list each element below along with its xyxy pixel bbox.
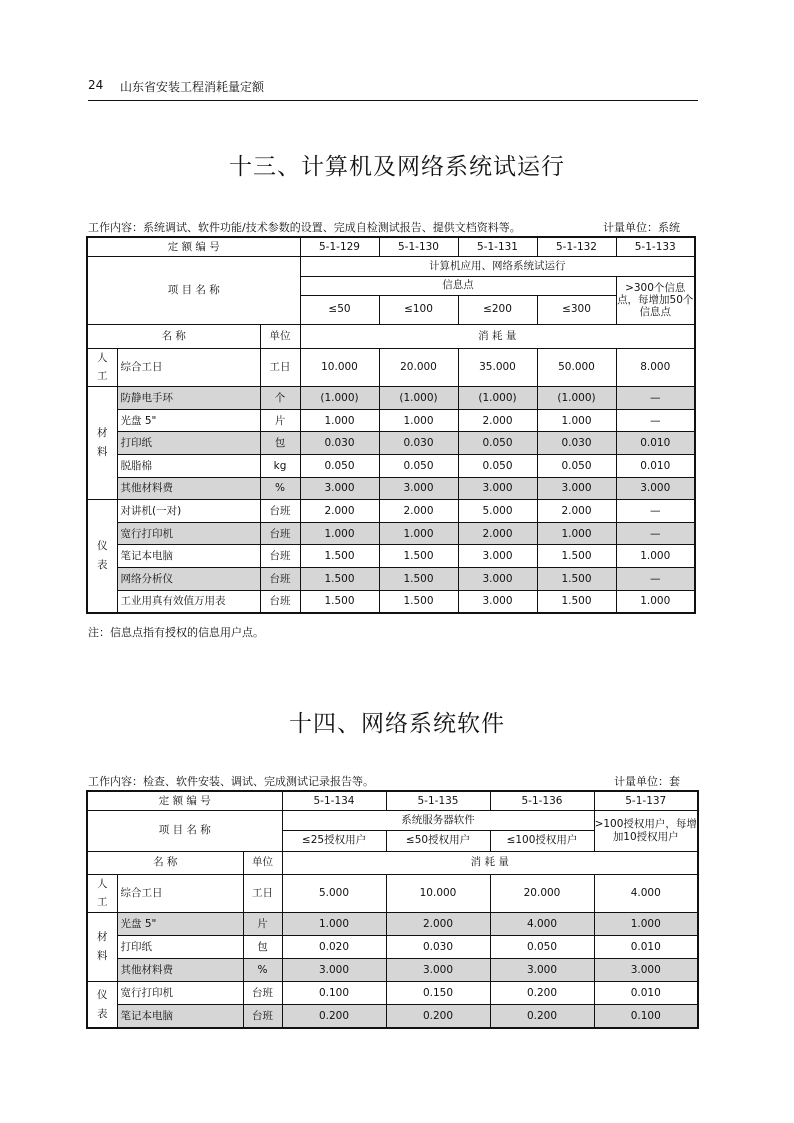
consumption-value: 3.000	[386, 959, 490, 982]
consumption-value: 3.000	[594, 959, 698, 982]
consumption-value: 20.000	[490, 874, 594, 913]
consumption-value: 0.050	[490, 936, 594, 959]
name-label: 名 称	[87, 851, 243, 874]
table-row	[87, 959, 698, 982]
consumption-value: 0.010	[616, 432, 695, 455]
resource-unit: 台班	[243, 1005, 282, 1028]
consumption-label: 消 耗 量	[300, 324, 695, 348]
category-char: 表	[97, 558, 108, 571]
resource-name: 对讲机(一对)	[117, 500, 260, 523]
consumption-value: 0.050	[379, 455, 458, 478]
last-item: >300个信息点，每增加50个信息点	[616, 276, 695, 324]
sub-item: ≤25授权用户	[282, 830, 386, 851]
table-row	[87, 913, 698, 936]
resource-name: 打印纸	[117, 432, 260, 455]
consumption-value: 1.000	[300, 522, 379, 545]
consumption-value: 1.000	[616, 545, 695, 568]
consumption-value: 0.050	[300, 455, 379, 478]
section-title: 十四、网络系统软件	[289, 711, 505, 737]
consumption-value: 2.000	[379, 500, 458, 523]
table-row	[87, 409, 695, 432]
sub-item: ≤300	[537, 295, 616, 324]
unit-label: 单位	[260, 324, 300, 348]
category-char: 人	[97, 877, 108, 890]
consumption-value: 0.030	[537, 432, 616, 455]
name-header-row	[87, 324, 695, 348]
consumption-value: 1.500	[300, 545, 379, 568]
resource-unit: kg	[260, 455, 300, 478]
work-content	[88, 773, 696, 789]
resource-unit: 片	[243, 913, 282, 936]
consumption-value: 2.000	[458, 522, 537, 545]
category-char: 工	[97, 896, 108, 909]
resource-unit: 台班	[260, 590, 300, 613]
category-label	[87, 500, 117, 613]
sub-item: ≤50授权用户	[386, 830, 490, 851]
consumption-value: 0.200	[490, 982, 594, 1005]
consumption-value: 1.000	[537, 409, 616, 432]
resource-name: 综合工日	[117, 348, 260, 387]
page-header	[88, 72, 698, 101]
consumption-value: 3.000	[537, 477, 616, 500]
consumption-value: 4.000	[490, 913, 594, 936]
page-number: 24	[88, 78, 104, 92]
consumption-value: 0.050	[458, 432, 537, 455]
table-row	[87, 348, 695, 387]
consumption-value: 1.500	[379, 590, 458, 613]
category-label	[87, 387, 117, 500]
resource-name: 网络分析仪	[117, 568, 260, 591]
measure-unit: 计量单位：套	[614, 775, 680, 788]
quota-code: 5-1-131	[458, 237, 537, 256]
consumption-value: 0.200	[490, 1005, 594, 1028]
consumption-value: 2.000	[386, 913, 490, 936]
consumption-value: 0.010	[594, 936, 698, 959]
resource-name: 防静电手环	[117, 387, 260, 410]
name-label: 名 称	[87, 324, 260, 348]
category-char: 表	[97, 1007, 108, 1020]
resource-unit: 片	[260, 409, 300, 432]
table-row	[87, 387, 695, 410]
table-row	[87, 545, 695, 568]
resource-name: 脱脂棉	[117, 455, 260, 478]
resource-unit: 工日	[243, 874, 282, 913]
work-content-text: 工作内容：检查、软件安装、调试、完成测试记录报告等。	[88, 775, 374, 788]
measure-unit: 计量单位：系统	[603, 221, 680, 234]
consumption-label: 消 耗 量	[282, 851, 698, 874]
consumption-value: 1.000	[616, 590, 695, 613]
consumption-value: 0.050	[537, 455, 616, 478]
consumption-value: 1.000	[594, 913, 698, 936]
table-row	[87, 874, 698, 913]
consumption-value: 8.000	[616, 348, 695, 387]
consumption-value: 0.030	[300, 432, 379, 455]
resource-name: 综合工日	[117, 874, 243, 913]
consumption-value: (1.000)	[458, 387, 537, 410]
last-item: >100授权用户，每增加10授权用户	[594, 810, 698, 851]
work-content-text: 工作内容：系统调试、软件功能/技术参数的设置、完成自检测试报告、提供文档资料等。	[88, 221, 521, 234]
resource-name: 其他材料费	[117, 959, 243, 982]
group-label: 系统服务器软件	[282, 810, 594, 830]
group-label: 计算机应用、网络系统试运行	[300, 256, 695, 276]
consumption-value: 3.000	[458, 545, 537, 568]
consumption-value: 0.030	[379, 432, 458, 455]
resource-unit: %	[243, 959, 282, 982]
quota-code: 5-1-130	[379, 237, 458, 256]
consumption-value: 3.000	[300, 477, 379, 500]
group-row	[87, 256, 695, 276]
consumption-value: 2.000	[537, 500, 616, 523]
category-char: 料	[97, 446, 108, 459]
consumption-value: 1.500	[537, 590, 616, 613]
table-row	[87, 1005, 698, 1028]
resource-unit: 台班	[243, 982, 282, 1005]
consumption-value: 3.000	[458, 590, 537, 613]
consumption-value: 0.200	[386, 1005, 490, 1028]
consumption-value: 1.500	[379, 545, 458, 568]
resource-name: 笔记本电脑	[117, 545, 260, 568]
consumption-value: —	[616, 387, 695, 410]
quota-table	[86, 236, 696, 614]
consumption-value: 1.500	[537, 545, 616, 568]
table-row	[87, 500, 695, 523]
group-row	[87, 810, 698, 830]
resource-name: 笔记本电脑	[117, 1005, 243, 1028]
resource-unit: 包	[260, 432, 300, 455]
table-row	[87, 590, 695, 613]
consumption-value: 3.000	[458, 568, 537, 591]
quota-code: 5-1-132	[537, 237, 616, 256]
category-char: 人	[97, 351, 108, 364]
quota-code: 5-1-134	[282, 791, 386, 810]
consumption-value: 3.000	[616, 477, 695, 500]
consumption-value: 10.000	[386, 874, 490, 913]
consumption-value: 5.000	[458, 500, 537, 523]
quota-code: 5-1-136	[490, 791, 594, 810]
category-char: 仪	[97, 540, 108, 553]
name-header-row	[87, 851, 698, 874]
category-label	[87, 913, 117, 982]
table-row	[87, 568, 695, 591]
resource-name: 打印纸	[117, 936, 243, 959]
consumption-value: 2.000	[458, 409, 537, 432]
code-row	[87, 791, 698, 810]
sub-item: ≤100	[379, 295, 458, 324]
item-label: 项 目 名 称	[87, 810, 282, 851]
quota-code: 5-1-137	[594, 791, 698, 810]
resource-name: 宽行打印机	[117, 982, 243, 1005]
consumption-value: 3.000	[490, 959, 594, 982]
table-row	[87, 455, 695, 478]
resource-unit: 台班	[260, 522, 300, 545]
table-row	[87, 936, 698, 959]
resource-name: 光盘 5"	[117, 913, 243, 936]
consumption-value: 0.050	[458, 455, 537, 478]
code-row	[87, 237, 695, 256]
consumption-value: (1.000)	[300, 387, 379, 410]
consumption-value: 1.000	[379, 409, 458, 432]
consumption-value: 1.000	[300, 409, 379, 432]
resource-unit: %	[260, 477, 300, 500]
quota-code: 5-1-135	[386, 791, 490, 810]
consumption-value: 0.150	[386, 982, 490, 1005]
quota-code: 5-1-133	[616, 237, 695, 256]
section-title: 十三、计算机及网络系统试运行	[229, 154, 565, 180]
consumption-value: 2.000	[300, 500, 379, 523]
quota-table	[86, 790, 699, 1029]
consumption-value: 0.010	[594, 982, 698, 1005]
consumption-value: 1.000	[282, 913, 386, 936]
consumption-value: 0.200	[282, 1005, 386, 1028]
category-label	[87, 874, 117, 913]
codes-label: 定 额 编 号	[87, 791, 282, 810]
table-note: 注：信息点指有授权的信息用户点。	[88, 626, 264, 639]
resource-name: 其他材料费	[117, 477, 260, 500]
item-label: 项 目 名 称	[87, 256, 300, 324]
consumption-value: 3.000	[379, 477, 458, 500]
resource-unit: 台班	[260, 500, 300, 523]
consumption-value: 0.100	[282, 982, 386, 1005]
consumption-value: (1.000)	[537, 387, 616, 410]
category-label	[87, 348, 117, 387]
resource-name: 光盘 5"	[117, 409, 260, 432]
consumption-value: 35.000	[458, 348, 537, 387]
consumption-value: 3.000	[458, 477, 537, 500]
resource-unit: 台班	[260, 568, 300, 591]
consumption-value: —	[616, 500, 695, 523]
category-char: 工	[97, 370, 108, 383]
sub-item: ≤200	[458, 295, 537, 324]
consumption-value: 0.020	[282, 936, 386, 959]
category-char: 材	[97, 427, 108, 440]
table-row	[87, 477, 695, 500]
consumption-value: 1.000	[379, 522, 458, 545]
sub-item: ≤100授权用户	[490, 830, 594, 851]
consumption-value: 0.030	[386, 936, 490, 959]
consumption-value: 10.000	[300, 348, 379, 387]
resource-unit: 台班	[260, 545, 300, 568]
sub-item: ≤50	[300, 295, 379, 324]
consumption-value: 50.000	[537, 348, 616, 387]
consumption-value: 1.500	[300, 568, 379, 591]
resource-unit: 包	[243, 936, 282, 959]
consumption-value: 1.000	[537, 522, 616, 545]
consumption-value: 0.100	[594, 1005, 698, 1028]
codes-label: 定 额 编 号	[87, 237, 300, 256]
subgroup-label: 信息点	[300, 276, 616, 295]
consumption-value: 20.000	[379, 348, 458, 387]
consumption-value: 1.500	[537, 568, 616, 591]
consumption-value: —	[616, 568, 695, 591]
consumption-value: 0.010	[616, 455, 695, 478]
resource-name: 宽行打印机	[117, 522, 260, 545]
consumption-value: 4.000	[594, 874, 698, 913]
book-title: 山东省安装工程消耗量定额	[120, 80, 265, 94]
category-char: 材	[97, 931, 108, 944]
consumption-value: 3.000	[282, 959, 386, 982]
resource-unit: 工日	[260, 348, 300, 387]
consumption-value: 1.500	[379, 568, 458, 591]
work-content	[88, 219, 696, 235]
table-row	[87, 982, 698, 1005]
category-label	[87, 982, 117, 1028]
category-char: 料	[97, 950, 108, 963]
consumption-value: 1.500	[300, 590, 379, 613]
resource-unit: 个	[260, 387, 300, 410]
consumption-value: —	[616, 522, 695, 545]
resource-name: 工业用真有效值万用表	[117, 590, 260, 613]
unit-label: 单位	[243, 851, 282, 874]
table-row	[87, 522, 695, 545]
consumption-value: —	[616, 409, 695, 432]
consumption-value: 5.000	[282, 874, 386, 913]
consumption-value: (1.000)	[379, 387, 458, 410]
category-char: 仪	[97, 988, 108, 1001]
table-row	[87, 432, 695, 455]
quota-code: 5-1-129	[300, 237, 379, 256]
